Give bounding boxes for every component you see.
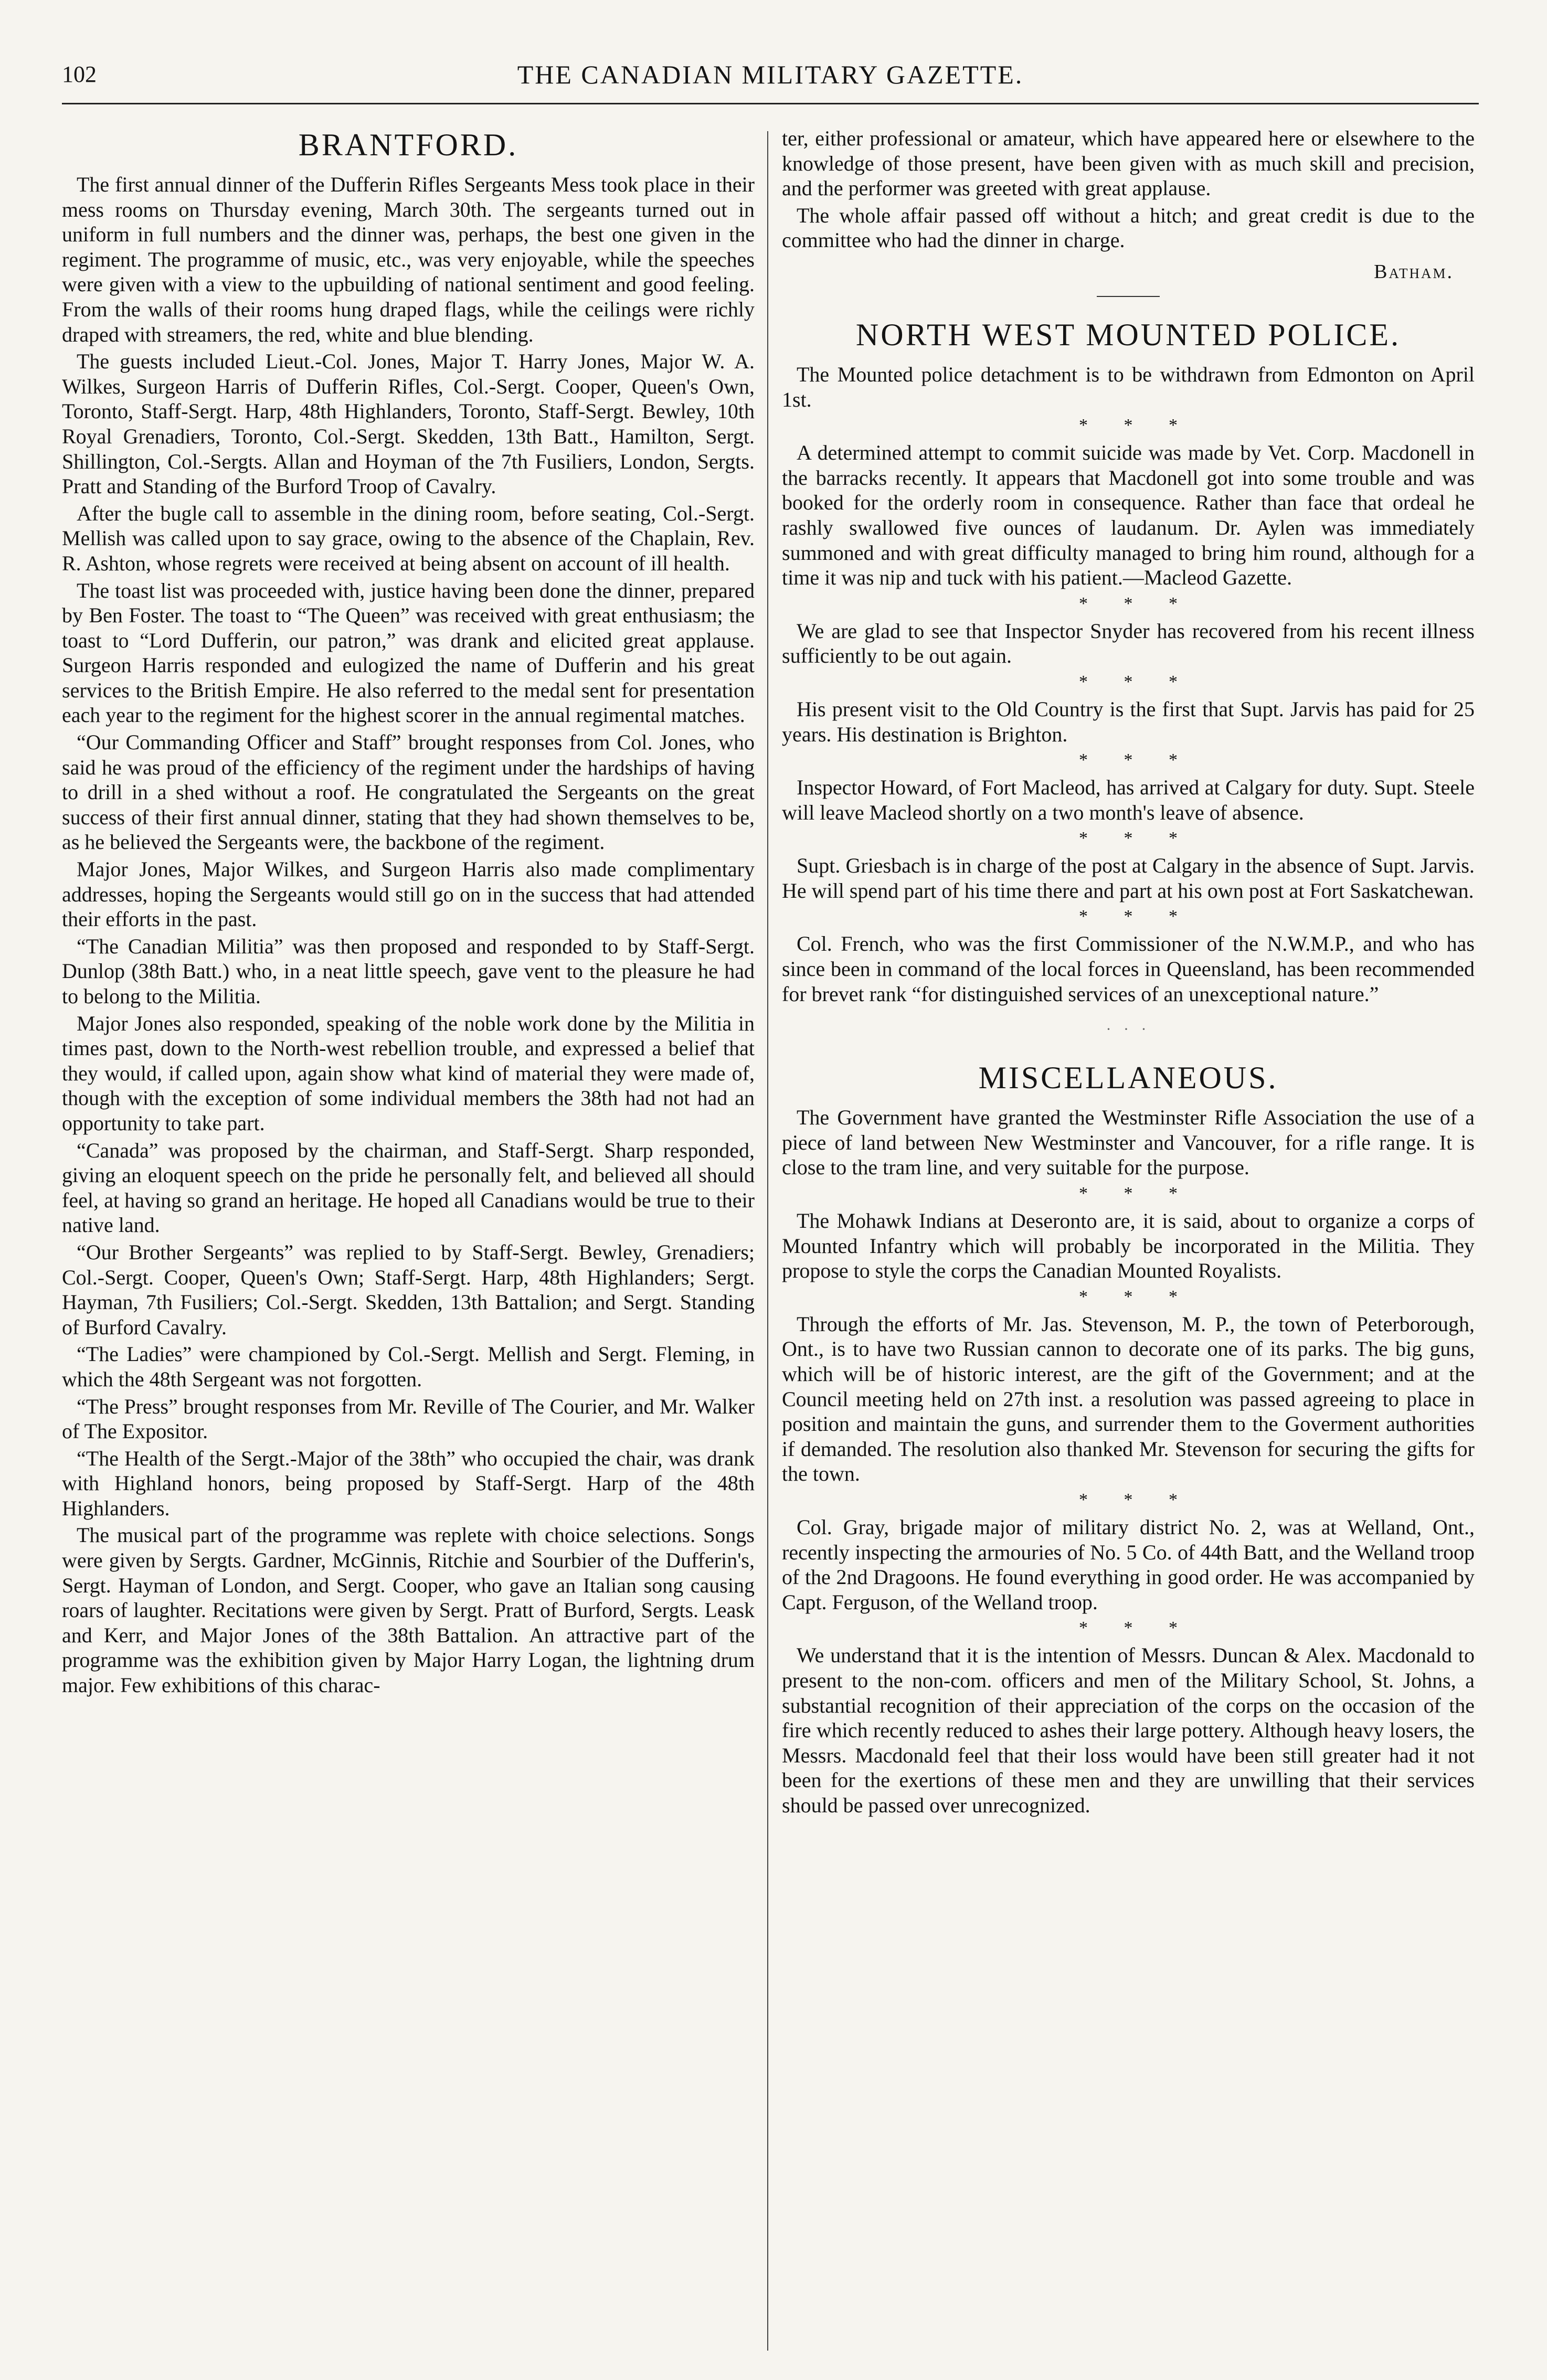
news-item: Col. Gray, brigade major of military district No. 2, was at Welland, Ont., recently inspecting the armouries of No. 5 Co. of 44th Batt, and the Welland troop of the 2nd Dragoons. He found everything in good order. He was accompanied by Capt. Ferguson, of the Welland troop. [782, 1515, 1475, 1614]
article-paragraph: “Our Commanding Officer and Staff” brought responses from Col. Jones, who said he was proud of the efficiency of the regiment under the hardships of having to drill in a shed without a roof. He congratulated the Sergeants on the great success of their first annual dinner, stating that they had shown themselves to be, as he believed the Sergeants were, the backbone of the regiment. [62, 730, 755, 854]
article-paragraph: “Canada” was proposed by the chairman, and Staff-Sergt. Sharp responded, giving an eloquent speech on the pride he personally felt, and believed all should feel, at having so grand an heritage. He hoped all Canadians would be true to their native land. [62, 1138, 755, 1237]
news-item: The Mohawk Indians at Deseronto are, it is said, about to organize a corps of Mounted Infantry which will probably be incorporated in the Militia. They propose to style the corps the Canadian Mounted Royalists. [782, 1209, 1475, 1283]
item-separator: * * * [1079, 750, 1178, 770]
item-separator: * * * [1079, 1618, 1178, 1638]
article-paragraph: “Our Brother Sergeants” was replied to by Staff-Sergt. Bewley, Grenadiers; Col.-Sergt. Cooper, Queen's Own; Staff-Sergt. Harp, 48th Highlanders; Sergt. Hayman, 7th Fusiliers; Col.-Sergt. Skedden, 13th Battalion; and Sergt. Standing of Burford Cavalry. [62, 1240, 755, 1339]
article-paragraph: The toast list was proceeded with, justice having been done the dinner, prepared by Ben Foster. The toast to “The Queen” was received with great enthusiasm; the toast to “Lord Dufferin, our patron,” was drank and elicited great applause. Surgeon Harris responded and eulogized the name of Dufferin and his great services to the British Empire. He also referred to the medal sent for presentation each year to the regiment for the highest scorer in the annual regimental matches. [62, 578, 755, 727]
article-paragraph: The guests included Lieut.-Col. Jones, Major T. Harry Jones, Major W. A. Wilkes, Surgeon Harris of Dufferin Rifles, Col.-Sergt. Cooper, Queen's Own, Toronto, Staff-Sergt. Harp, 48th Highlanders, Toronto, Staff-Sergt. Bewley, 10th Royal Grenadiers, Toronto, Col.-Sergt. Skedden, 13th Batt., Hamilton, Sergt. Shillington, Col.-Sergts. Allan and Hoyman of the 7th Fusiliers, London, Sergts. Pratt and Standing of the Burford Troop of Cavalry. [62, 349, 755, 498]
article-paragraph: “The Press” brought responses from Mr. Reville of The Courier, and Mr. Walker of The Expositor. [62, 1394, 755, 1443]
news-item: The Mounted police detachment is to be withdrawn from Edmonton on April 1st. [782, 362, 1475, 411]
item-separator: * * * [1079, 1287, 1178, 1306]
news-item: The Government have granted the Westminster Rifle Association the use of a piece of land between New Westminster and Vancouver, for a rifle range. It is close to the tram line, and very suitable for the purpose. [782, 1106, 1475, 1180]
news-item: Through the efforts of Mr. Jas. Stevenson, M. P., the town of Peterborough, Ont., is to have two Russian cannon to decorate one of its parks. The big guns, which will be of historic interest, are the gift of the Government; and at the Council meeting held on 27th inst. a resolution was passed agreeing to place in position and maintain the guns, and surrender them to the Goverment authorities if demanded. The resolution also thanked Mr. Stevenson for securing the gifts for the town. [782, 1312, 1475, 1486]
item-separator: * * * [1079, 1490, 1178, 1510]
news-item: Supt. Griesbach is in charge of the post at Calgary in the absence of Supt. Jarvis. He will spend part of his time there and part at his own post at Fort Saskatchewan. [782, 854, 1475, 902]
article-continuation: ter, either professional or amateur, which have appeared here or elsewhere to the knowledge of those present, have been given with as much skill and precision, and the performer was greeted with great applause. [782, 126, 1475, 200]
article-paragraph: “The Ladies” were championed by Col.-Sergt. Mellish and Sergt. Fleming, in which the 48th Sergeant was not forgotten. [62, 1342, 755, 1391]
item-separator: * * * [1079, 416, 1178, 435]
item-separator: * * * [1079, 672, 1178, 692]
article-signature: Batham. [1374, 260, 1454, 283]
news-item: Inspector Howard, of Fort Macleod, has arrived at Calgary for duty. Supt. Steele will leave Macleod shortly on a two month's leave of absence. [782, 775, 1475, 824]
article-paragraph: “The Health of the Sergt.-Major of the 38th” who occupied the chair, was drank with Highland honors, being proposed by Staff-Sergt. Harp of the 48th Highlanders. [62, 1446, 755, 1520]
item-separator: * * * [1079, 1184, 1178, 1204]
right-column [782, 126, 1475, 2366]
item-separator: * * * [1079, 828, 1178, 848]
nwmp-heading: NORTH WEST MOUNTED POLICE. [855, 317, 1401, 352]
news-item: We are glad to see that Inspector Snyder has recovered from his recent illness sufficiently to be out again. [782, 619, 1475, 668]
article-paragraph: The musical part of the programme was replete with choice selections. Songs were given by Sergts. Gardner, McGinnis, Ritchie and Sourbier of the Dufferin's, Sergt. Hayman of London, and Sergt. Cooper, who gave an Italian song causing roars of laughter. Recitations were given by Sergt. Pratt of Burford, Sergts. Leask and Kerr, and Major Jones of the 38th Battalion. An attractive part of the programme was the exhibition given by Major Harry Logan, the lightning drum major. Few exhibitions of this charac- [62, 1523, 755, 1697]
section-dots: · · · [1106, 1021, 1151, 1038]
header-rule [62, 103, 1479, 104]
left-column [62, 126, 755, 2366]
news-item: Col. French, who was the first Commissioner of the N.W.M.P., and who has since been in command of the local forces in Queensland, has been recommended for brevet rank “for distinguished services of an unexceptional nature.” [782, 932, 1475, 1006]
section-rule [1097, 296, 1160, 297]
misc-heading: MISCELLANEOUS. [978, 1060, 1278, 1096]
brantford-heading: BRANTFORD. [298, 128, 518, 162]
article-paragraph: Major Jones also responded, speaking of the noble work done by the Militia in times past, down to the North-west rebellion trouble, and expressed a belief that they would, if called upon, again show what kind of material they were made of, though with the exception of some individual members the 38th had not had an opportunity to take part. [62, 1011, 755, 1135]
gazette-title: THE CANADIAN MILITARY GAZETTE. [517, 60, 1024, 89]
item-separator: * * * [1079, 907, 1178, 927]
news-item: We understand that it is the intention of Messrs. Duncan & Alex. Macdonald to present to the non-com. officers and men of the Military School, St. Johns, a substantial recognition of their appreciation of the corps on the occasion of the fire which recently reduced to ashes their large pottery. Although heavy losers, the Messrs. Macdonald feel that their loss would have been still greater had it not been for the exertions of these men and they are unwilling that their services should be passed over unrecognized. [782, 1643, 1475, 1817]
news-item: A determined attempt to commit suicide was made by Vet. Corp. Macdonell in the barracks recently. It appears that Macdonell got into some trouble and was booked for the orderly room in consequence. Rather than face that ordeal he rashly swallowed five ounces of laudanum. Dr. Aylen was immediately summoned and with great difficulty managed to bring him round, although for a time it was nip and tuck with his patient.—Macleod Gazette. [782, 441, 1475, 590]
item-separator: * * * [1079, 593, 1178, 613]
article-paragraph: “The Canadian Militia” was then proposed and responded to by Staff-Sergt. Dunlop (38th Batt.) who, in a neat little speech, gave vent to the pleasure he had to belong to the Militia. [62, 934, 755, 1008]
article-paragraph: After the bugle call to assemble in the dining room, before seating, Col.-Sergt. Mellish was called upon to say grace, owing to the absence of the Chaplain, Rev. R. Ashton, whose regrets were received at being absent on account of ill health. [62, 501, 755, 575]
news-item: His present visit to the Old Country is the first that Supt. Jarvis has paid for 25 years. His destination is Brighton. [782, 697, 1475, 746]
article-paragraph: Major Jones, Major Wilkes, and Surgeon Harris also made complimentary addresses, hoping the Sergeants would still go on in the success that had attended their efforts in the past. [62, 857, 755, 931]
article-paragraph: The first annual dinner of the Dufferin Rifles Sergeants Mess took place in their mess rooms on Thursday evening, March 30th. The sergeants turned out in uniform in full numbers and the dinner was, perhaps, the best one given in the regiment. The programme of music, etc., was very enjoyable, while the speeches were given with a view to the upbuilding of national sentiment and good feeling. From the walls of their rooms hung draped flags, while the ceilings were richly draped with streamers, the red, white and blue blending. [62, 173, 755, 346]
page-number: 102 [62, 61, 97, 87]
article-paragraph: The whole affair passed off without a hitch; and great credit is due to the committee who had the dinner in charge. [782, 203, 1475, 252]
page-header [62, 59, 1479, 95]
column-divider [767, 131, 768, 2351]
